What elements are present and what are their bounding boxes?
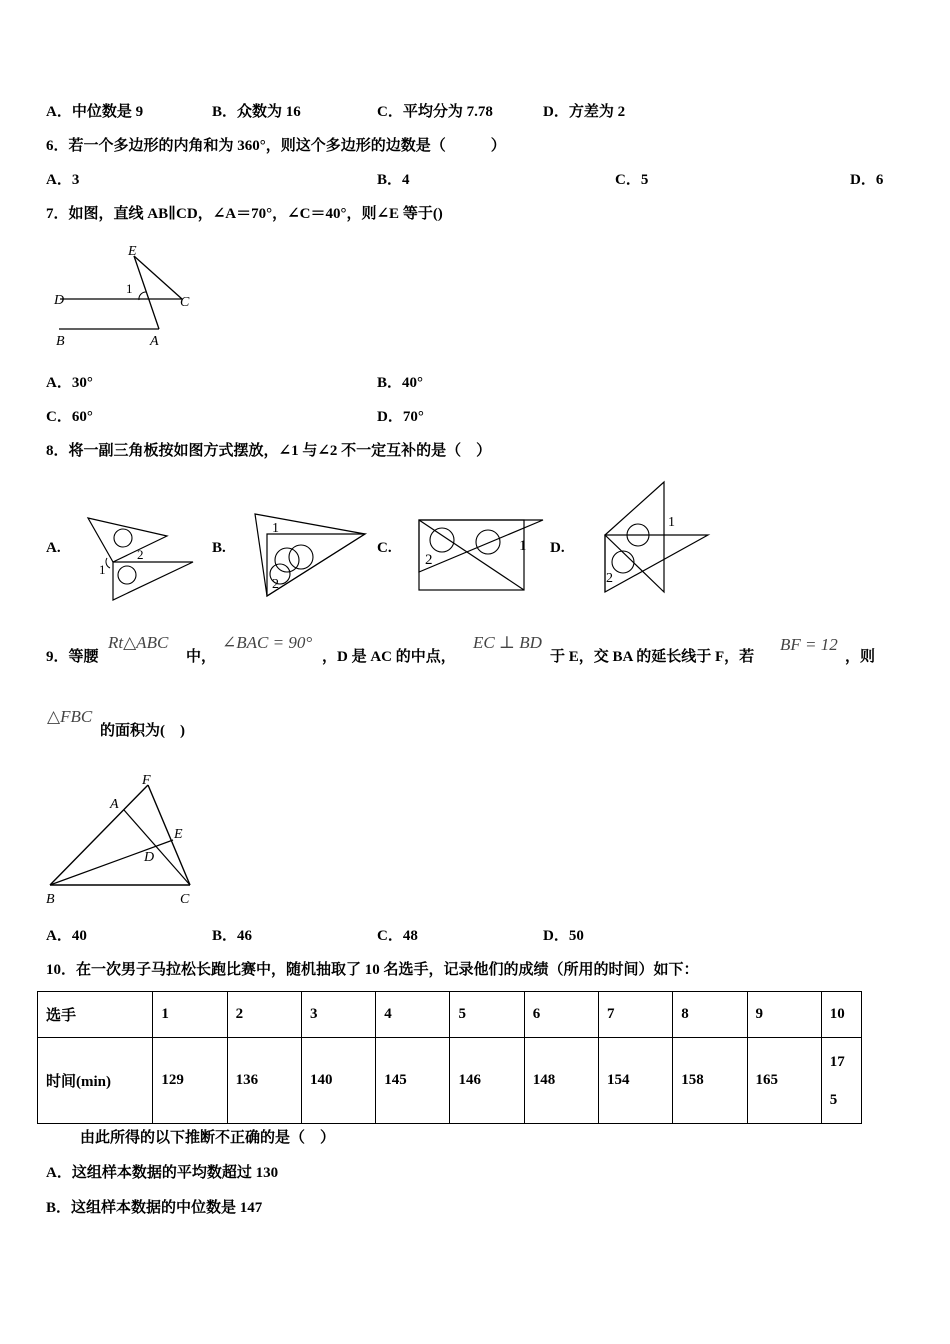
table-cell: 5 <box>450 992 524 1038</box>
q6-stem: 6．若一个多边形的内角和为 360°，则这个多边形的边数是（ ） <box>46 138 506 154</box>
q6-option-b: B．4 <box>377 172 410 188</box>
q8d-label-1: 1 <box>668 515 675 530</box>
q10-followup: 由此所得的以下推断不正确的是（ ） <box>80 1130 336 1146</box>
q9-option-a: A．40 <box>46 928 87 944</box>
q9-mid2: ，D 是 AC 的中点， <box>322 649 456 665</box>
q7-option-c: C．60° <box>46 409 93 425</box>
q6-option-a: A．3 <box>46 172 80 188</box>
table-cell: 10 <box>821 992 861 1038</box>
q7-label-b: B <box>56 334 65 349</box>
q8c-label-2: 2 <box>425 552 433 568</box>
q5-option-c: C．平均分为 7.78 <box>377 104 493 120</box>
q10-option-a: A．这组样本数据的平均数超过 130 <box>46 1165 279 1181</box>
q7-label-c: C <box>180 295 190 310</box>
q8-figure-d <box>598 480 713 600</box>
q8-option-a-label: A. <box>46 540 61 556</box>
last-cell-line1: 17 <box>829 1053 845 1070</box>
table-cell: 136 <box>227 1038 301 1124</box>
table-cell: 154 <box>599 1038 673 1124</box>
q9-option-b: B．46 <box>212 928 253 944</box>
table-cell: 3 <box>301 992 375 1038</box>
q8-option-d-label: D. <box>550 540 565 556</box>
q9-math-bf: BF = 12 <box>780 635 838 654</box>
q7-label-e: E <box>128 244 137 259</box>
q8d-label-2: 2 <box>606 571 613 586</box>
q10-data-table <box>37 991 862 1124</box>
table-cell: 选手 <box>38 992 153 1038</box>
q9-suffix: ，则 <box>845 649 876 665</box>
table-cell: 165 <box>747 1038 821 1124</box>
q9-math-perp: EC ⊥ BD <box>473 633 542 652</box>
q6-option-c: C．5 <box>615 172 649 188</box>
q9-figure <box>40 770 200 910</box>
q10-stem: 10．在一次男子马拉松长跑比赛中，随机抽取了 10 名选手，记录他们的成绩（所用的时间）如下： <box>46 962 699 978</box>
q9-label-d: D <box>144 850 155 865</box>
q9-label-f: F <box>142 773 151 788</box>
q7-option-a: A．30° <box>46 375 93 391</box>
q8c-label-1: 1 <box>519 538 527 554</box>
q6-option-d: D．6 <box>850 172 884 188</box>
q9-math-triangle: Rt△ABC <box>108 633 169 652</box>
q5-option-a: A．中位数是 9 <box>46 104 144 120</box>
table-cell: 148 <box>524 1038 598 1124</box>
q9-label-c: C <box>180 892 190 907</box>
q8b-label-1: 1 <box>272 521 279 536</box>
q10-option-b: B．这组样本数据的中位数是 147 <box>46 1200 263 1216</box>
q7-label-1: 1 <box>126 281 133 296</box>
q8a-label-2: 2 <box>137 547 144 562</box>
q7-label-d: D <box>54 293 65 308</box>
q8-figure-c <box>415 512 547 594</box>
table-row <box>38 992 862 1038</box>
q8-option-c-label: C. <box>377 540 392 556</box>
q9-label-b: B <box>46 892 55 907</box>
q5-option-d: D．方差为 2 <box>543 104 626 120</box>
table-cell: 129 <box>153 1038 227 1124</box>
table-cell: 140 <box>301 1038 375 1124</box>
q7-label-a: A <box>150 334 159 349</box>
table-cell: 158 <box>673 1038 747 1124</box>
table-cell: 7 <box>599 992 673 1038</box>
table-cell: 2 <box>227 992 301 1038</box>
q9-line2: 的面积为( ) <box>100 723 185 739</box>
table-cell: 6 <box>524 992 598 1038</box>
table-cell: 145 <box>376 1038 450 1124</box>
q7-stem: 7．如图，直线 AB∥CD，∠A＝70°，∠C＝40°，则∠E 等于() <box>46 206 443 222</box>
q7-figure <box>46 240 206 352</box>
q9-mid3: 于 E，交 BA 的延长线于 F，若 <box>550 649 755 665</box>
table-cell: 4 <box>376 992 450 1038</box>
q7-option-d: D．70° <box>377 409 424 425</box>
table-cell: 8 <box>673 992 747 1038</box>
q5-option-b: B．众数为 16 <box>212 104 301 120</box>
q9-option-d: D．50 <box>543 928 584 944</box>
table-cell: 146 <box>450 1038 524 1124</box>
q8b-label-2: 2 <box>272 577 279 592</box>
q8-figure-b <box>250 510 375 602</box>
q9-option-c: C．48 <box>377 928 418 944</box>
q9-label-e: E <box>174 827 183 842</box>
q8-stem: 8．将一副三角板按如图方式摆放，∠1 与∠2 不一定互补的是（ ） <box>46 443 492 459</box>
q8-figure-a <box>85 512 200 604</box>
table-cell: 1 <box>153 992 227 1038</box>
q9-label-a: A <box>110 797 119 812</box>
q7-option-b: B．40° <box>377 375 424 391</box>
table-cell: 时间(min) <box>38 1038 153 1124</box>
table-row <box>38 1038 862 1124</box>
q8-option-b-label: B. <box>212 540 226 556</box>
q9-math-fbc: △FBC <box>47 707 93 726</box>
q9-math-angle: ∠BAC = 90° <box>222 633 313 652</box>
q9-mid1: 中， <box>186 649 217 665</box>
table-cell: 9 <box>747 992 821 1038</box>
last-cell-line2: 5 <box>829 1091 838 1108</box>
table-cell <box>821 1038 861 1124</box>
q8a-label-1: 1 <box>99 562 106 577</box>
q9-prefix: 9．等腰 <box>46 649 99 665</box>
